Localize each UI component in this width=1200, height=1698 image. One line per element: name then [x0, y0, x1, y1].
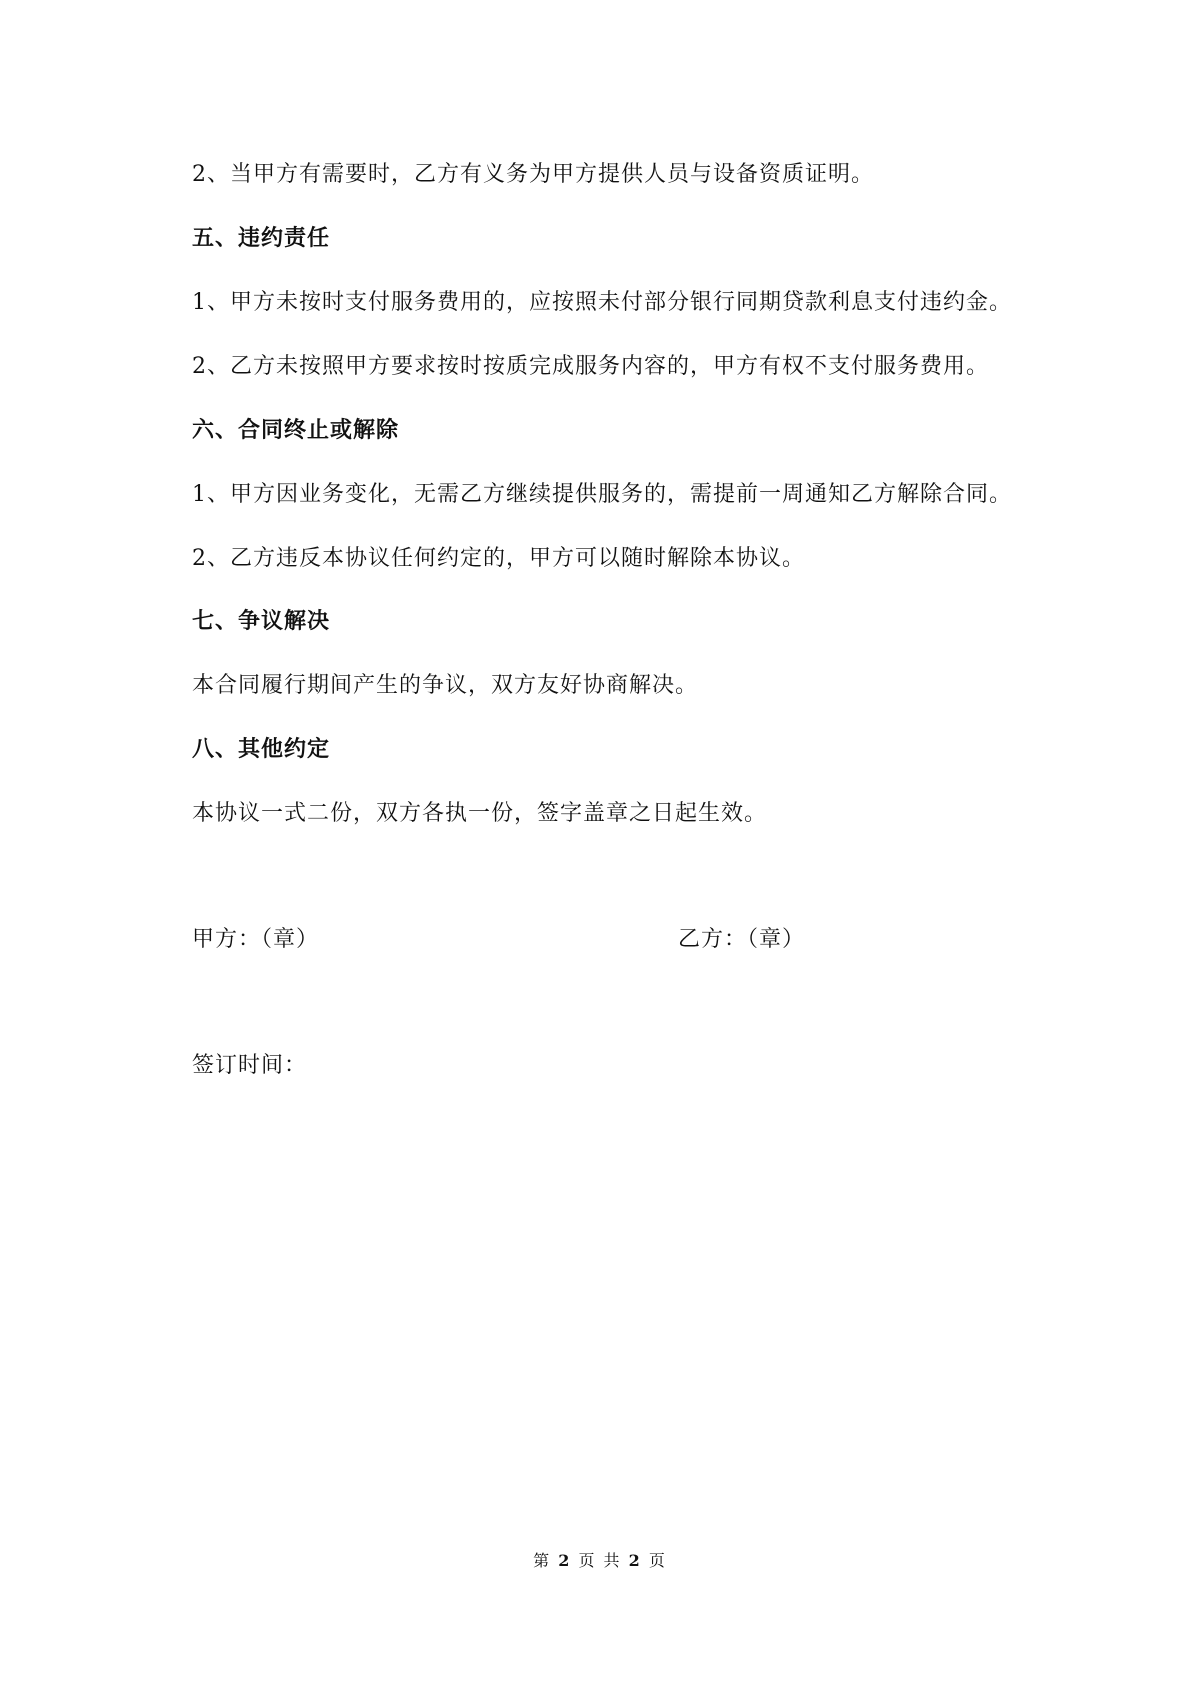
signing-date: 签订时间：: [192, 1053, 308, 1078]
section-heading-breach-liability: 五、违约责任: [192, 226, 331, 251]
termination-item-2: 2、乙方违反本协议任何约定的，甲方可以随时解除本协议。: [192, 546, 805, 571]
footer-suffix: 页: [648, 1551, 667, 1570]
dispute-clause: 本合同履行期间产生的争议，双方友好协商解决。: [192, 673, 699, 698]
total-page-number: 2: [628, 1551, 642, 1570]
breach-item-1: 1、甲方未按时支付服务费用的，应按照未付部分银行同期贷款利息支付违约金。: [192, 290, 1012, 315]
party-b-seal: 乙方：（章）: [678, 927, 806, 952]
obligation-item-2: 2、当甲方有需要时，乙方有义务为甲方提供人员与设备资质证明。: [192, 162, 874, 187]
footer-middle: 页 共: [578, 1551, 622, 1570]
section-heading-dispute: 七、争议解决: [192, 609, 331, 634]
page-footer: [0, 1550, 1200, 1572]
section-heading-termination: 六、合同终止或解除: [192, 418, 400, 443]
party-a-seal: 甲方：（章）: [192, 927, 320, 952]
footer-prefix: 第: [533, 1551, 552, 1570]
current-page-number: 2: [558, 1551, 572, 1570]
breach-item-2: 2、乙方未按照甲方要求按时按质完成服务内容的，甲方有权不支付服务费用。: [192, 354, 989, 379]
other-clause: 本协议一式二份，双方各执一份，签字盖章之日起生效。: [192, 801, 768, 826]
section-heading-other: 八、其他约定: [192, 737, 331, 762]
termination-item-1: 1、甲方因业务变化，无需乙方继续提供服务的，需提前一周通知乙方解除合同。: [192, 482, 1012, 507]
